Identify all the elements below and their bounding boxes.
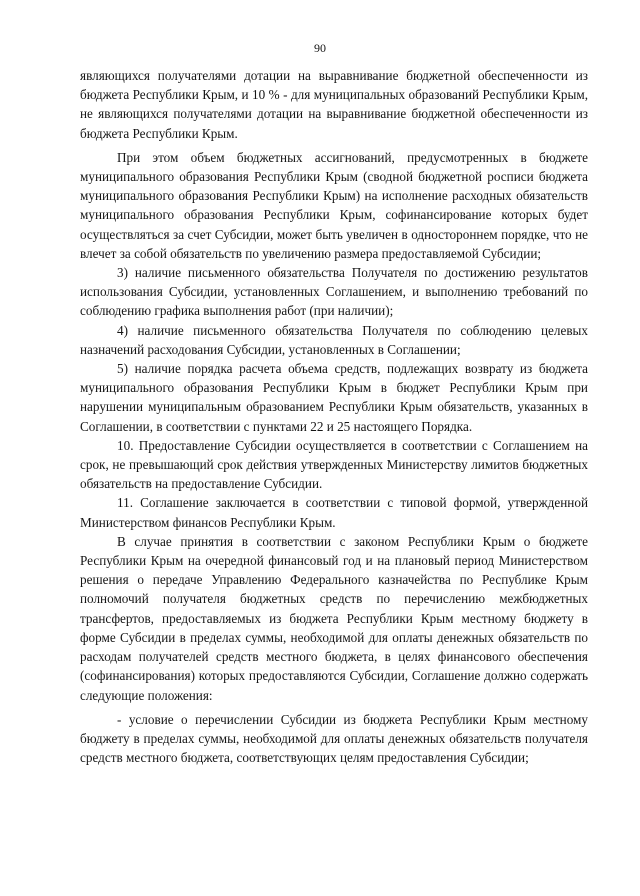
paragraph-item-5: 5) наличие порядка расчета объема средств, подлежащих возврату из бюджета муниципального образования Республики Крым в бюджет Республики Крым при нарушении муниципальным образованием Республики Крым обязательств, указанных в Соглашении, в соответствии с пунктами 22 и 25 настоящего Порядка.: [80, 361, 588, 434]
page-number: 90: [314, 41, 326, 55]
paragraph-continuation: являющихся получателями дотации на выравнивание бюджетной обеспеченности из бюджета Республики Крым, и 10 % - для муниципальных образований Республики Крым, не являющихся получателями дотации на выравнивание бюджетной обеспеченности из бюджета Республики Крым.: [80, 68, 588, 141]
paragraph-clause-10: 10. Предоставление Субсидии осуществляется в соответствии с Соглашением на срок, не превышающий срок действия утвержденных Министерству лимитов бюджетных обязательств на предоставление Субсидии.: [80, 437, 588, 492]
paragraph-item-4: 4) наличие письменного обязательства Получателя по соблюдению целевых назначений расходования Субсидии, установленных в Соглашении;: [80, 322, 588, 357]
document-body: [80, 66, 588, 767]
paragraph-item-3: 3) наличие письменного обязательства Получателя по достижению результатов использования Субсидии, установленных Соглашением, и выполнению требований по соблюдению графика выполнения работ (при наличии);: [80, 265, 588, 319]
paragraph-treasury-transfer: В случае принятия в соответствии с законом Республики Крым о бюджете Республики Крым на очередной финансовый год и на плановый период Министерством решения о передаче Управлению Федерального казначейства по Республике Крым полномочий получателя бюджетных средств по перечислению межбюджетных трансфертов, предоставляемых из бюджета Республики Крым местному бюджету в форме Субсидии в пределах суммы, необходимой для оплаты денежных обязательств по расходам получателей средств местного бюджета, в целях финансового обеспечения (софинансирования) которых предоставляются Субсидии, Соглашение должно содержать следующие положения:: [80, 533, 588, 703]
paragraph-clause-11: 11. Соглашение заключается в соответствии с типовой формой, утвержденной Министерством финансов Республики Крым.: [80, 495, 588, 530]
paragraph-condition-bullet: - условие о перечислении Субсидии из бюджета Республики Крым местному бюджету в пределах суммы, необходимой для оплаты денежных обязательств получателя средств местного бюджета, соответствующих целям предоставления Субсидии;: [80, 711, 588, 766]
paragraph-budget-allocations: При этом объем бюджетных ассигнований, предусмотренных в бюджете муниципального образования Республики Крым (сводной бюджетной росписи бюджета муниципального образования Республики Крым) на исполнение расходных обязательств муниципального образования Республики Крым, софинансирование которых будет осуществляться за счет Субсидии, может быть увеличен в одностороннем порядке, что не влечет за собой обязательств по увеличению размера предоставляемой Субсидии;: [80, 149, 588, 261]
